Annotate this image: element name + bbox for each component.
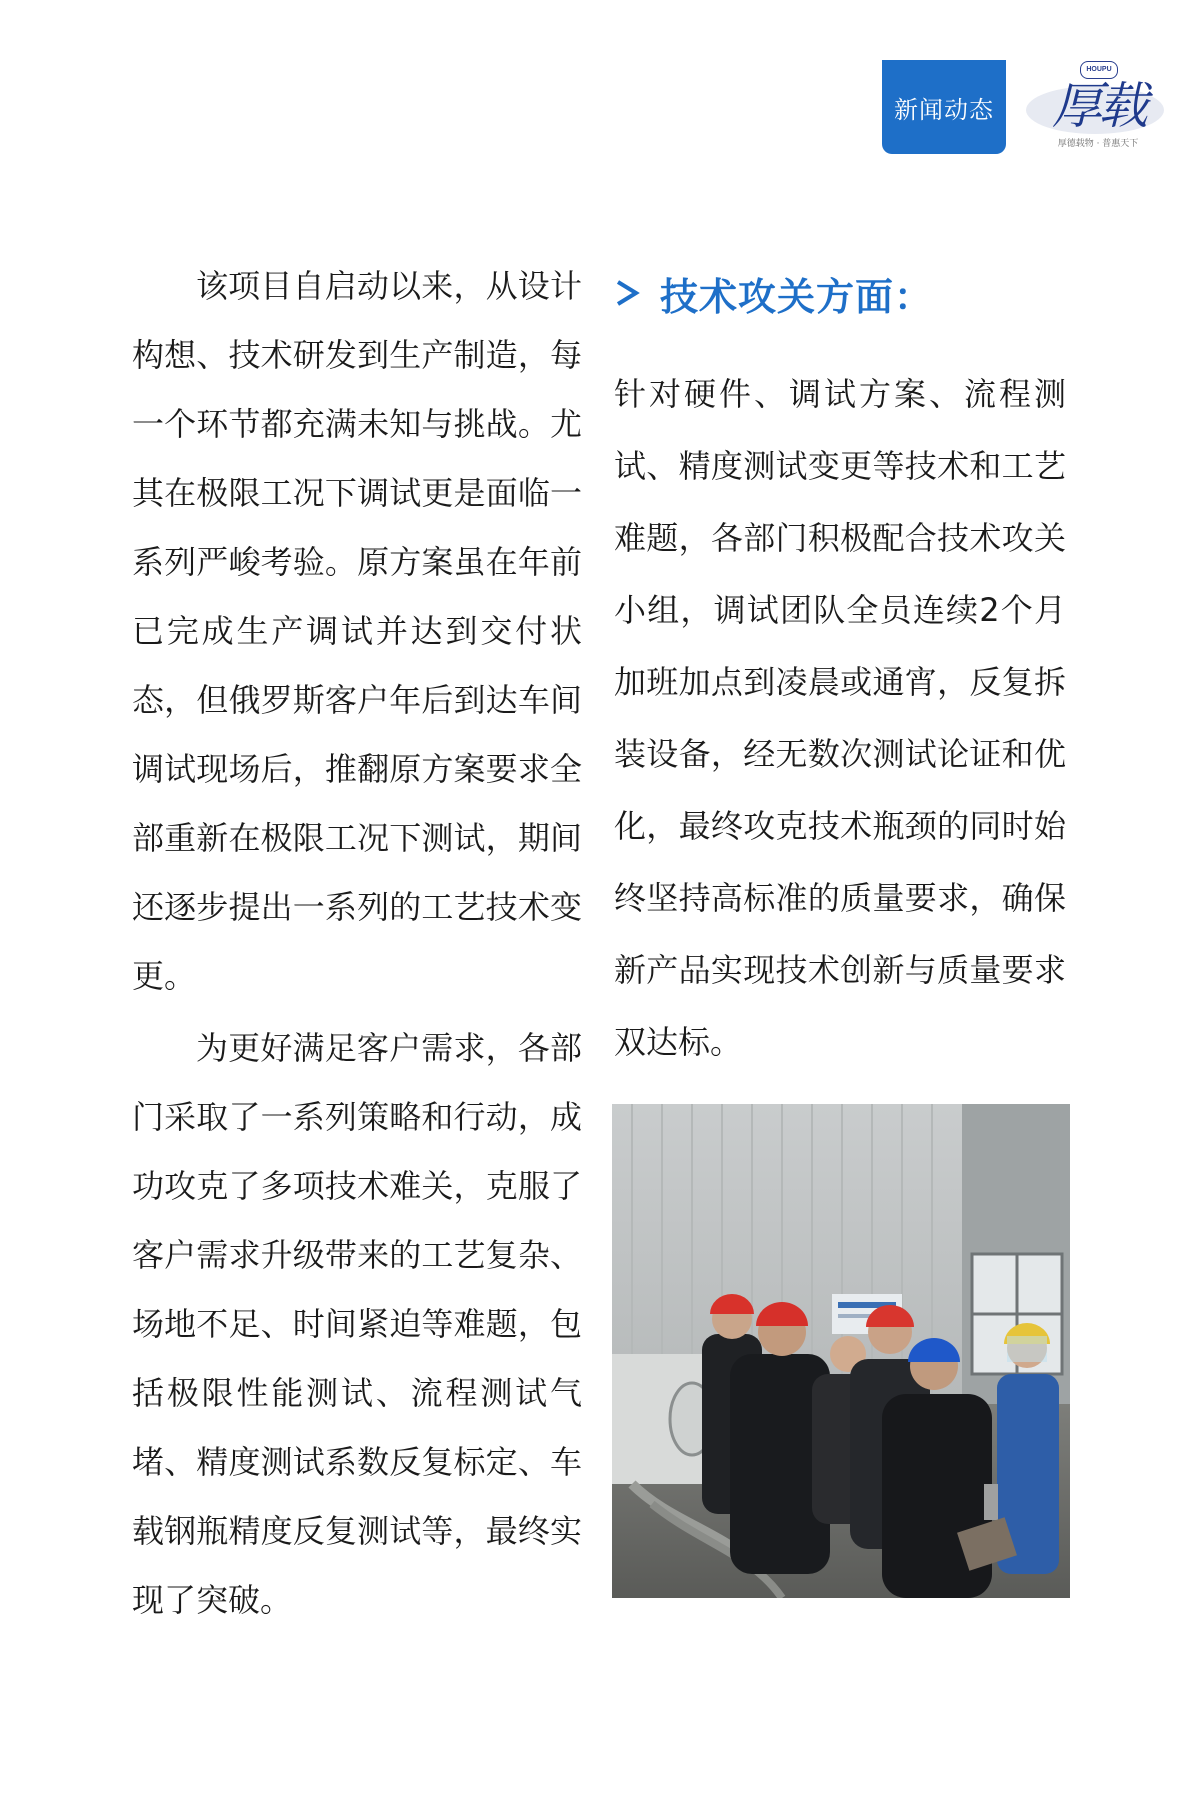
- company-logo: [1020, 56, 1170, 156]
- section-heading: [612, 262, 1072, 324]
- right-column-text: [614, 358, 1066, 1078]
- section-tab: [882, 60, 1006, 154]
- logo-mark: 厚载: [1052, 77, 1144, 135]
- arrow-right-icon: [612, 278, 642, 308]
- section-title: 技术攻关方面：: [660, 274, 934, 319]
- logo-tagline: 厚德载物 · 普惠天下: [1057, 139, 1139, 149]
- logo-brand-badge: HOUPU: [1080, 61, 1118, 79]
- paragraph: 该项目自启动以来，从设计构想、技术研发到生产制造，每一个环节都充满未知与挑战。尤其在极限工况下调试更是面临一系列严峻考验。原方案虽在年前已完成生产调试并达到交付状态，但俄罗斯客户年后到达车间调试现场后，推翻原方案要求全部重新在极限工况下测试，期间还逐步提出一系列的工艺技术变更。: [132, 267, 582, 995]
- section-tab-label: 新闻动态: [894, 95, 994, 124]
- workers-in-hardhats-photo: [612, 1104, 1070, 1598]
- paragraph: 为更好满足客户需求，各部门采取了一系列策略和行动，成功攻克了多项技术难关，克服了客户需求升级带来的工艺复杂、场地不足、时间紧迫等难题，包括极限性能测试、流程测试气堵、精度测试系数反复标定、车载钢瓶精度反复测试等，最终实现了突破。: [132, 1029, 582, 1619]
- paragraph: 针对硬件、调试方案、流程测试、精度测试变更等技术和工艺难题，各部门积极配合技术攻关小组，调试团队全员连续2个月加班加点到凌晨或通宵，反复拆装设备，经无数次测试论证和优化，最终攻克技术瓶颈的同时始终坚持高标准的质量要求，确保新产品实现技术创新与质量要求双达标。: [614, 375, 1066, 1061]
- left-column-text: [132, 252, 582, 1638]
